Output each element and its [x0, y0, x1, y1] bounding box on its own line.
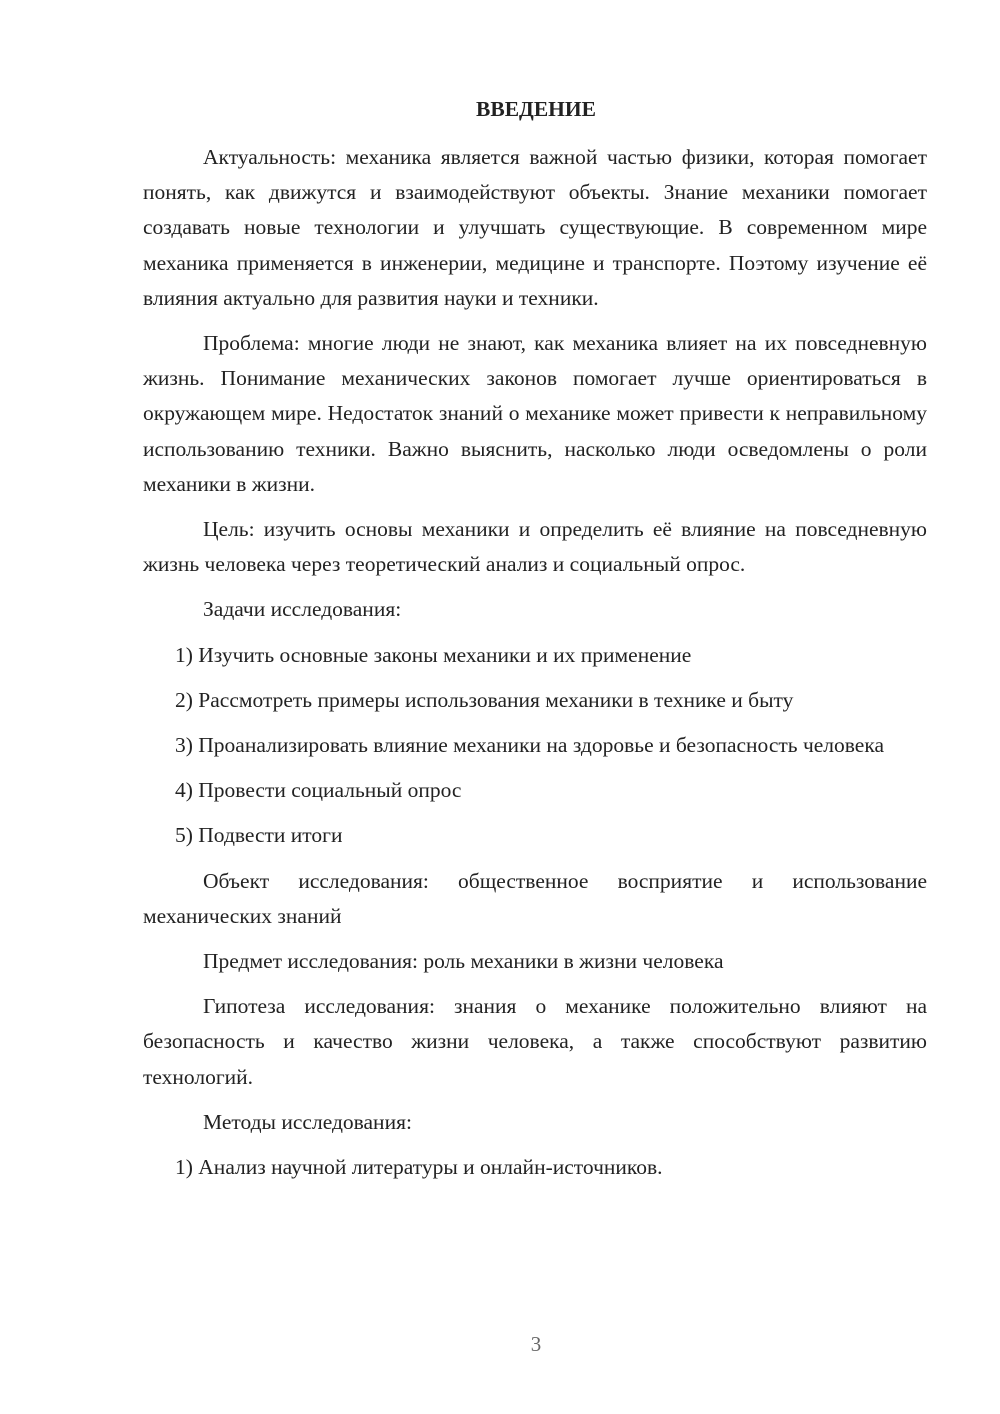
methods-heading: Методы исследования: — [203, 1109, 412, 1134]
task-item: 1) Изучить основные законы механики и их применение — [175, 642, 692, 667]
paragraph-problem: Проблема: многие люди не знают, как механика влияет на их повседневную жизнь. Понимание механических законов помогает лучше ориентироваться в окружающем мире. Недостаток знаний о механике может привести к неправильному использованию техники. Важно выяснить, насколько люди осведомлены о роли механики в жизни. — [143, 331, 927, 496]
document-page — [143, 88, 927, 1195]
method-item: 1) Анализ научной литературы и онлайн-источников. — [175, 1155, 663, 1180]
tasks-heading: Задачи исследования: — [203, 597, 402, 622]
paragraph-relevance: Актуальность: механика является важной частью физики, которая помогает понять, как движутся и взаимодействуют объекты. Знание механики помогает создавать новые технологии и улучшать существующие. В современном мире механика применяется в инженерии, медицине и транспорте. Поэтому изучение её влияния актуально для развития науки и техники. — [143, 145, 927, 310]
paragraph-subject: Предмет исследования: роль механики в жизни человека — [203, 949, 724, 974]
task-item: 3) Проанализировать влияние механики на здоровье и безопасность человека — [175, 733, 885, 758]
task-item: 4) Провести социальный опрос — [175, 778, 462, 803]
task-item: 2) Рассмотреть примеры использования механики в технике и быту — [175, 687, 794, 712]
section-title: ВВЕДЕНИЕ — [476, 97, 596, 121]
paragraph-goal: Цель: изучить основы механики и определить её влияние на повседневную жизнь человека через теоретический анализ и социальный опрос. — [143, 517, 927, 577]
paragraph-object: Объект исследования: общественное восприятие и использование механических знаний — [143, 868, 927, 928]
page-number: 3 — [530, 1332, 542, 1356]
paragraph-hypothesis: Гипотеза исследования: знания о механике положительно влияют на безопасность и качество жизни человека, а также способствуют развитию технологий. — [143, 994, 927, 1089]
task-item: 5) Подвести итоги — [175, 823, 343, 848]
